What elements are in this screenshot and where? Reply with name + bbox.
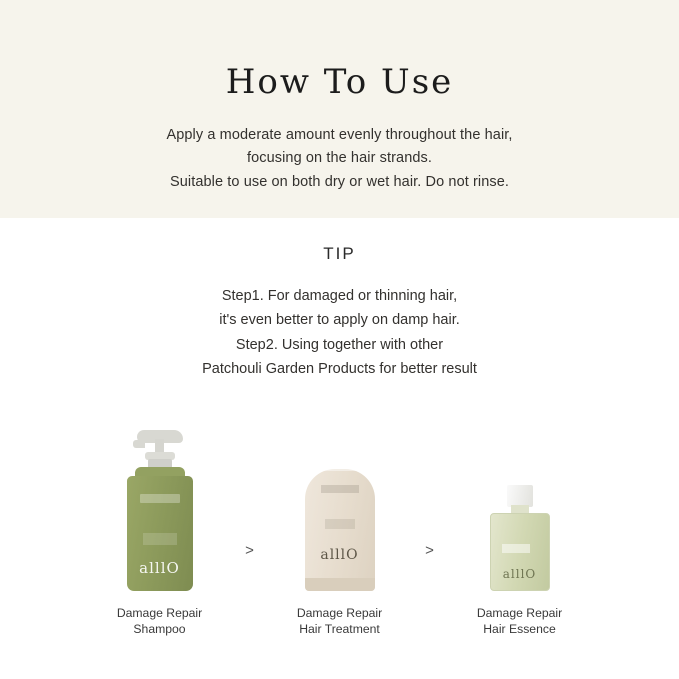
instruction-line-3: Suitable to use on both dry or wet hair. Do not rinse. [169, 173, 510, 190]
product-image-hair-essence [490, 421, 550, 591]
instruction-line-2: focusing on the hair strands. [246, 150, 433, 167]
arrow-icon-1: > [245, 542, 254, 560]
pump-nozzle-icon [133, 440, 145, 448]
shampoo-bottle-illustration [121, 428, 199, 591]
arrow-icon-2: > [425, 542, 434, 560]
tip-title: TIP [323, 244, 356, 263]
essence-bottle-illustration [490, 483, 550, 591]
tube-label-top [321, 485, 359, 493]
product-image-shampoo [121, 421, 199, 591]
essence-label [502, 544, 530, 553]
how-to-use-section [0, 0, 679, 218]
caption-line-1: Damage Repair [296, 606, 383, 621]
tube-cap [305, 578, 375, 591]
tip-steps [0, 284, 679, 381]
product-caption-hair-treatment [297, 605, 382, 637]
caption-line-1: Damage Repair [476, 606, 563, 621]
how-to-use-instructions [0, 124, 679, 194]
tip-line-3: Step2. Using together with other [235, 336, 444, 353]
caption-line-1: Damage Repair [116, 606, 203, 621]
caption-line-2: Shampoo [133, 622, 186, 637]
essence-cap [507, 485, 533, 507]
brand-logo: alllO [139, 559, 180, 578]
tip-line-2: it's even better to apply on damp hair. [219, 312, 460, 329]
pump-stem [155, 439, 164, 453]
page-title: How To Use [225, 62, 454, 102]
caption-line-2: Hair Essence [483, 622, 556, 637]
product-hair-essence [445, 407, 595, 637]
treatment-tube-illustration [305, 461, 375, 591]
product-image-hair-treatment [305, 421, 375, 591]
bottle-label-mid [143, 533, 177, 545]
product-caption-shampoo [117, 605, 202, 637]
bottle-label-top [140, 494, 180, 503]
tube-label-mid [325, 519, 355, 529]
instruction-line-1: Apply a moderate amount evenly throughout the hair, [166, 127, 513, 143]
tip-line-1: Step1. For damaged or thinning hair, [221, 288, 458, 304]
product-hair-treatment [265, 407, 415, 637]
product-shampoo [85, 407, 235, 637]
brand-logo: alllO [502, 567, 537, 582]
product-caption-hair-essence [477, 605, 562, 637]
tip-section [0, 218, 679, 381]
product-lineup [0, 407, 679, 637]
caption-line-2: Hair Treatment [299, 622, 380, 637]
tube-seam [305, 467, 375, 471]
brand-logo: alllO [320, 547, 359, 564]
tip-line-4: Patchouli Garden Products for better result [202, 361, 477, 378]
